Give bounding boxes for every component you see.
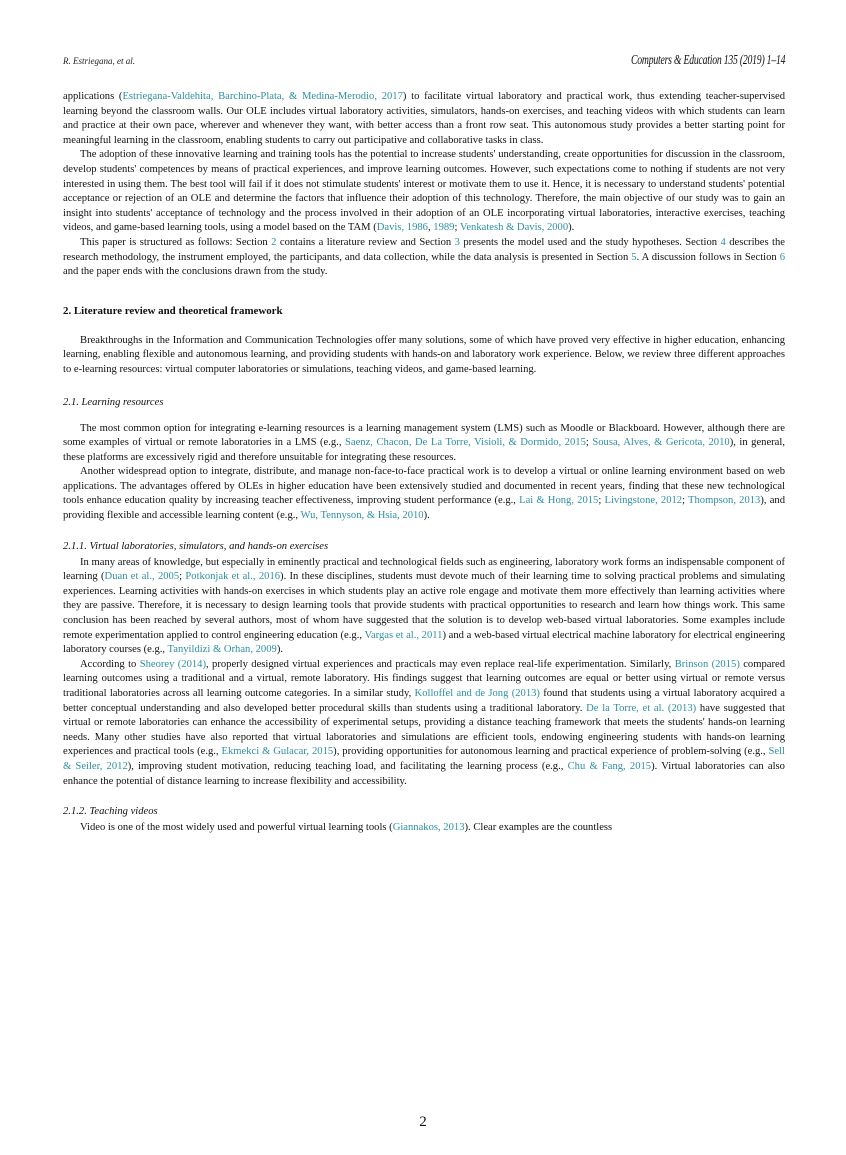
paragraph: The most common option for integrating e-learning resources is a learning management system (LMS) such as Moodle or Blackboard. However, although there are some examples of virtual or remote laboratories in a LMS (e.g., Saenz, Chacon, De La Torre, Visioli, & Dormido, 2015; Sousa, Alves, & Gericota, 2010), in general, these platforms are excessively rigid and therefore unsuitable for integrating these resources. bbox=[63, 422, 785, 463]
citation-link[interactable]: Venkatesh & Davis, 2000 bbox=[459, 222, 569, 234]
paragraph: applications (Estriegana-Valdehita, Barchino-Plata, & Medina-Merodio, 2017) to facilitate virtual laboratory and practical work, thus extending teacher-supervised learning beyond the classroom walls. Our OLE includes virtual laboratory activities, simulators, hands-on exercises, and teaching videos with which students can learn and practice at their own pace, wherever and whenever they want, with better access than a front row seat. This autonomous study provides a better starting point for meaningful learning in the classroom, enabling students to carry out participative and collaborative tasks in class. bbox=[63, 91, 786, 146]
citation-link[interactable]: Sell & Seiler, 2012 bbox=[63, 746, 785, 772]
citation-link[interactable]: Estriegana-Valdehita, Barchino-Plata, & Medina-Merodio, 2017 bbox=[122, 91, 403, 102]
citation-link[interactable]: Potkonjak et al., 2016 bbox=[185, 571, 281, 583]
citation-link[interactable]: 4 bbox=[720, 236, 726, 248]
citation-link[interactable]: Saenz, Chacon, De La Torre, Visioli, & Dormido, 2015 bbox=[345, 437, 586, 449]
citation-link[interactable]: Tanyildizi & Orhan, 2009 bbox=[167, 644, 277, 656]
paragraph: Breakthroughs in the Information and Communication Technologies offer many solutions, some of which have proved very effective in higher education, enhancing learning, enabling flexible and autonomous learning, and providing students with hands-on and laboratory work experience. Below, we review three different approaches to e-learning resources: virtual computer laboratories or simulations, teaching videos, and game-based learning. bbox=[63, 334, 785, 375]
citation-link[interactable]: Wu, Tennyson, & Hsia, 2010 bbox=[300, 510, 424, 522]
citation-link[interactable]: Vargas et al., 2011 bbox=[364, 629, 443, 641]
citation-link[interactable]: Livingstone, 2012 bbox=[604, 495, 683, 507]
subsection-heading: 2.1. Learning resources bbox=[63, 396, 164, 408]
citation-link[interactable]: Kolloffel and de Jong (2013) bbox=[414, 688, 540, 699]
page-number: 2 bbox=[419, 1114, 427, 1130]
citation-link[interactable]: Sousa, Alves, & Gericota, 2010 bbox=[592, 437, 730, 449]
citation-link[interactable]: Davis, 1986 bbox=[376, 222, 428, 234]
subsubsection-heading: 2.1.2. Teaching videos bbox=[63, 806, 158, 818]
citation-link[interactable]: Duan et al., 2005 bbox=[104, 571, 180, 583]
citation-link[interactable]: 3 bbox=[454, 236, 460, 248]
running-header-authors: R. Estriegana, et al. bbox=[63, 56, 135, 66]
citation-link[interactable]: De la Torre, et al. (2013) bbox=[586, 702, 697, 714]
citation-link[interactable]: Brinson (2015) bbox=[674, 658, 740, 670]
paragraph: Video is one of the most widely used and powerful virtual learning tools (Giannakos, 2013). Clear examples are the countless bbox=[80, 822, 613, 834]
citation-link[interactable]: 2 bbox=[271, 236, 277, 248]
paragraph: This paper is structured as follows: Section 2 contains a literature review and Section 3 presents the model used and the study hypotheses. Section 4 describes the research methodology, the instrument employed, the participants, and data collection, while the data analysis is presented in Section 5. A discussion follows in Section 6 and the paper ends with the conclusions drawn from the study. bbox=[63, 236, 786, 278]
citation-link[interactable]: Chu & Fang, 2015 bbox=[567, 760, 652, 772]
citation-link[interactable]: Giannakos, 2013 bbox=[392, 822, 465, 834]
paragraph: According to Sheorey (2014), properly designed virtual experiences and practicals may even replace real-life experimentation. Similarly, Brinson (2015) compared learning outcomes using a traditional and a virtual, remote laboratory. His findings suggest that learning outcomes are equal or better using virtual or remote versus traditional laboratories across all learning outcome categories. In a similar study, Kolloffel and de Jong (2013) found that students using a virtual laboratory acquired a better conceptual understanding and also developed better procedural skills than students using a traditional laboratory. De la Torre, et al. (2013) have suggested that virtual or remote laboratories can enhance the accessibility of experimental setups, providing a distance teaching framework that meets the students' hands-on learning needs. Many other studies have also reported that virtual laboratories and simulations are efficient tools, endowing engineering students with hands-on learning experiences and practical tools (e.g., Ekmekci & Gulacar, 2015), providing opportunities for autonomous learning and practical experience of problem-solving (e.g., Sell & Seiler, 2012), improving student motivation, reducing teaching load, and facilitating the learning process (e.g., Chu & Fang, 2015). Virtual laboratories can also enhance the potential of distance learning to increase flexibility and accessibility. bbox=[63, 658, 786, 787]
citation-link[interactable]: Lai & Hong, 2015 bbox=[519, 495, 599, 507]
citation-link[interactable]: 6 bbox=[779, 251, 785, 263]
citation-link[interactable]: 1989 bbox=[433, 222, 455, 234]
subsubsection-heading: 2.1.1. Virtual laboratories, simulators, and hands-on exercises bbox=[63, 540, 329, 552]
paragraph: The adoption of these innovative learning and training tools has the potential to increase students' understanding, create opportunities for discussion in the classroom, develop students' competences by means of practical experiences, and improve learning outcomes. However, such expectations come to nothing if students are not very interested in using them. The best tool will fail if it does not stimulate students' interest or motivate them to use it. Hence, it is necessary to understand students' potential acceptance or rejection of an OLE and determine the factors that influence their adoption of this technology. Therefore, the main objective of our study was to gain an insight into students' acceptance of technology and the process involved in their adoption of an OLE incorporating virtual laboratories, interactive exercises, teaching videos, and game-based learning tools, using a model based on the TAM (Davis, 1986, 1989; Venkatesh & Davis, 2000). bbox=[63, 149, 785, 234]
running-header bbox=[63, 52, 785, 68]
citation-link[interactable]: Sheorey (2014) bbox=[139, 658, 207, 670]
citation-link[interactable]: Ekmekci & Gulacar, 2015 bbox=[221, 746, 334, 758]
paragraph: In many areas of knowledge, but especially in eminently practical and technological fields such as engineering, laboratory work forms an indispensable component of learning (Duan et al., 2005; Potkonjak et al., 2016). In these disciplines, students must devote much of their learning time to solving practical problems and simulating experiences. Learning activities with hands-on exercises in which students play an active role engage and motivate them more effectively than learning activities where they are passive. Therefore, it is necessary to design learning tools that provide students with practical opportunities to research and learn how things work. This same conclusion has been reached by several authors, most of whom have suggested that the solution is to develop web-based virtual laboratories. Some examples include remote experimentation applied to control engineering education (e.g., Vargas et al., 2011) and a web-based virtual electrical machine laboratory for electrical engineering laboratory courses (e.g., Tanyildizi & Orhan, 2009). bbox=[63, 556, 786, 656]
citation-link[interactable]: Thompson, 2013 bbox=[688, 495, 761, 507]
article-body bbox=[63, 90, 785, 836]
section-heading: 2. Literature review and theoretical framework bbox=[63, 304, 283, 317]
running-header-journal: Computers & Education 135 (2019) 1–14 bbox=[630, 52, 785, 67]
citation-link[interactable]: 5 bbox=[631, 251, 637, 263]
paragraph: Another widespread option to integrate, distribute, and manage non-face-to-face practical work is to develop a virtual or online learning environment based on web applications. The advantages offered by OLEs in higher education have been extensively studied and documented in recent years, finding that these new technological tools enhance education quality by increasing teacher effectiveness, improving student performance (e.g., Lai & Hong, 2015; Livingstone, 2012; Thompson, 2013), and providing flexible and accessible learning content (e.g., Wu, Tennyson, & Hsia, 2010). bbox=[63, 466, 785, 522]
